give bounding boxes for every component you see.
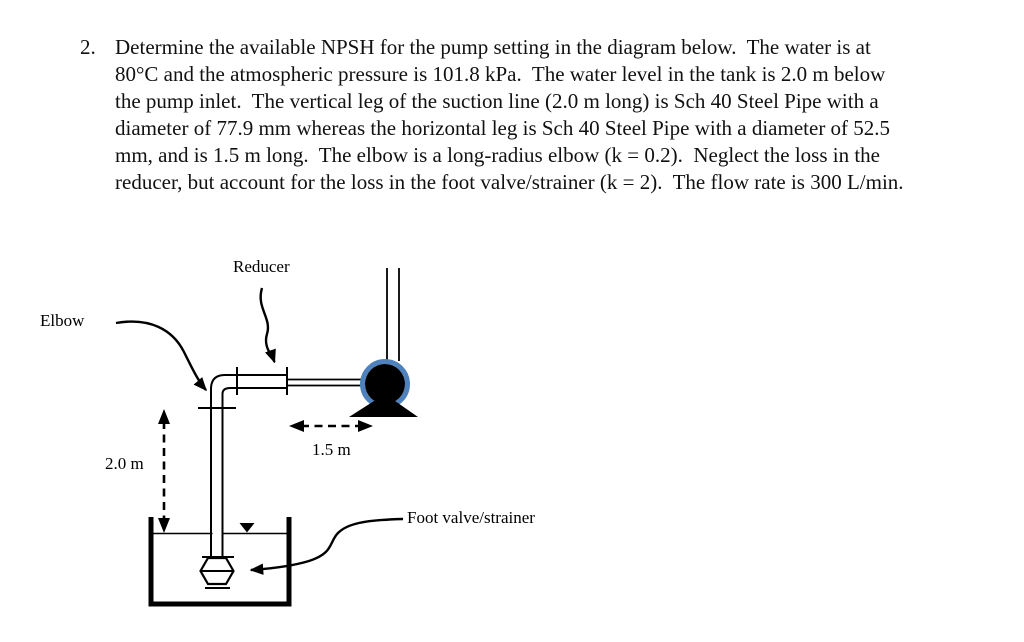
suction-pipe-narrow	[287, 380, 363, 386]
vertical-dimension-label: 2.0 m	[105, 454, 144, 473]
dimension-arrow-horizontal	[289, 420, 373, 432]
problem-line: 80°C and the atmospheric pressure is 101.8 kPa. The water level in the tank is 2.0 m below	[115, 62, 886, 86]
elbow-leader-arrow	[116, 322, 206, 390]
discharge-pipe	[387, 268, 399, 363]
foot-valve-strainer	[201, 557, 235, 588]
foot-valve-label: Foot valve/strainer	[407, 508, 535, 527]
pump-base	[349, 394, 418, 417]
problem-number: 2.	[80, 35, 96, 59]
problem-line: the pump inlet. The vertical leg of the suction line (2.0 m long) is Sch 40 Steel Pipe with a	[115, 89, 879, 113]
pipe-interior	[213, 525, 222, 556]
reducer-label: Reducer	[233, 257, 290, 276]
problem-line: mm, and is 1.5 m long. The elbow is a long-radius elbow (k = 0.2). Neglect the loss in the	[115, 143, 881, 167]
problem-line: reducer, but account for the loss in the foot valve/strainer (k = 2). The flow rate is 300 L/min.	[115, 170, 904, 194]
elbow-label: Elbow	[40, 311, 85, 330]
problem-line: Determine the available NPSH for the pump setting in the diagram below. The water is at	[115, 35, 871, 59]
foot-valve-leader-arrow	[251, 519, 403, 570]
water-level-marker-icon	[240, 523, 255, 533]
pump	[349, 362, 418, 418]
problem-line: diameter of 77.9 mm whereas the horizontal leg is Sch 40 Steel Pipe with a diameter of 52.5	[115, 116, 891, 140]
horizontal-dimension-label: 1.5 m	[312, 440, 351, 459]
dimension-arrow-vertical	[158, 409, 170, 533]
reducer-leader-arrow	[261, 288, 275, 362]
